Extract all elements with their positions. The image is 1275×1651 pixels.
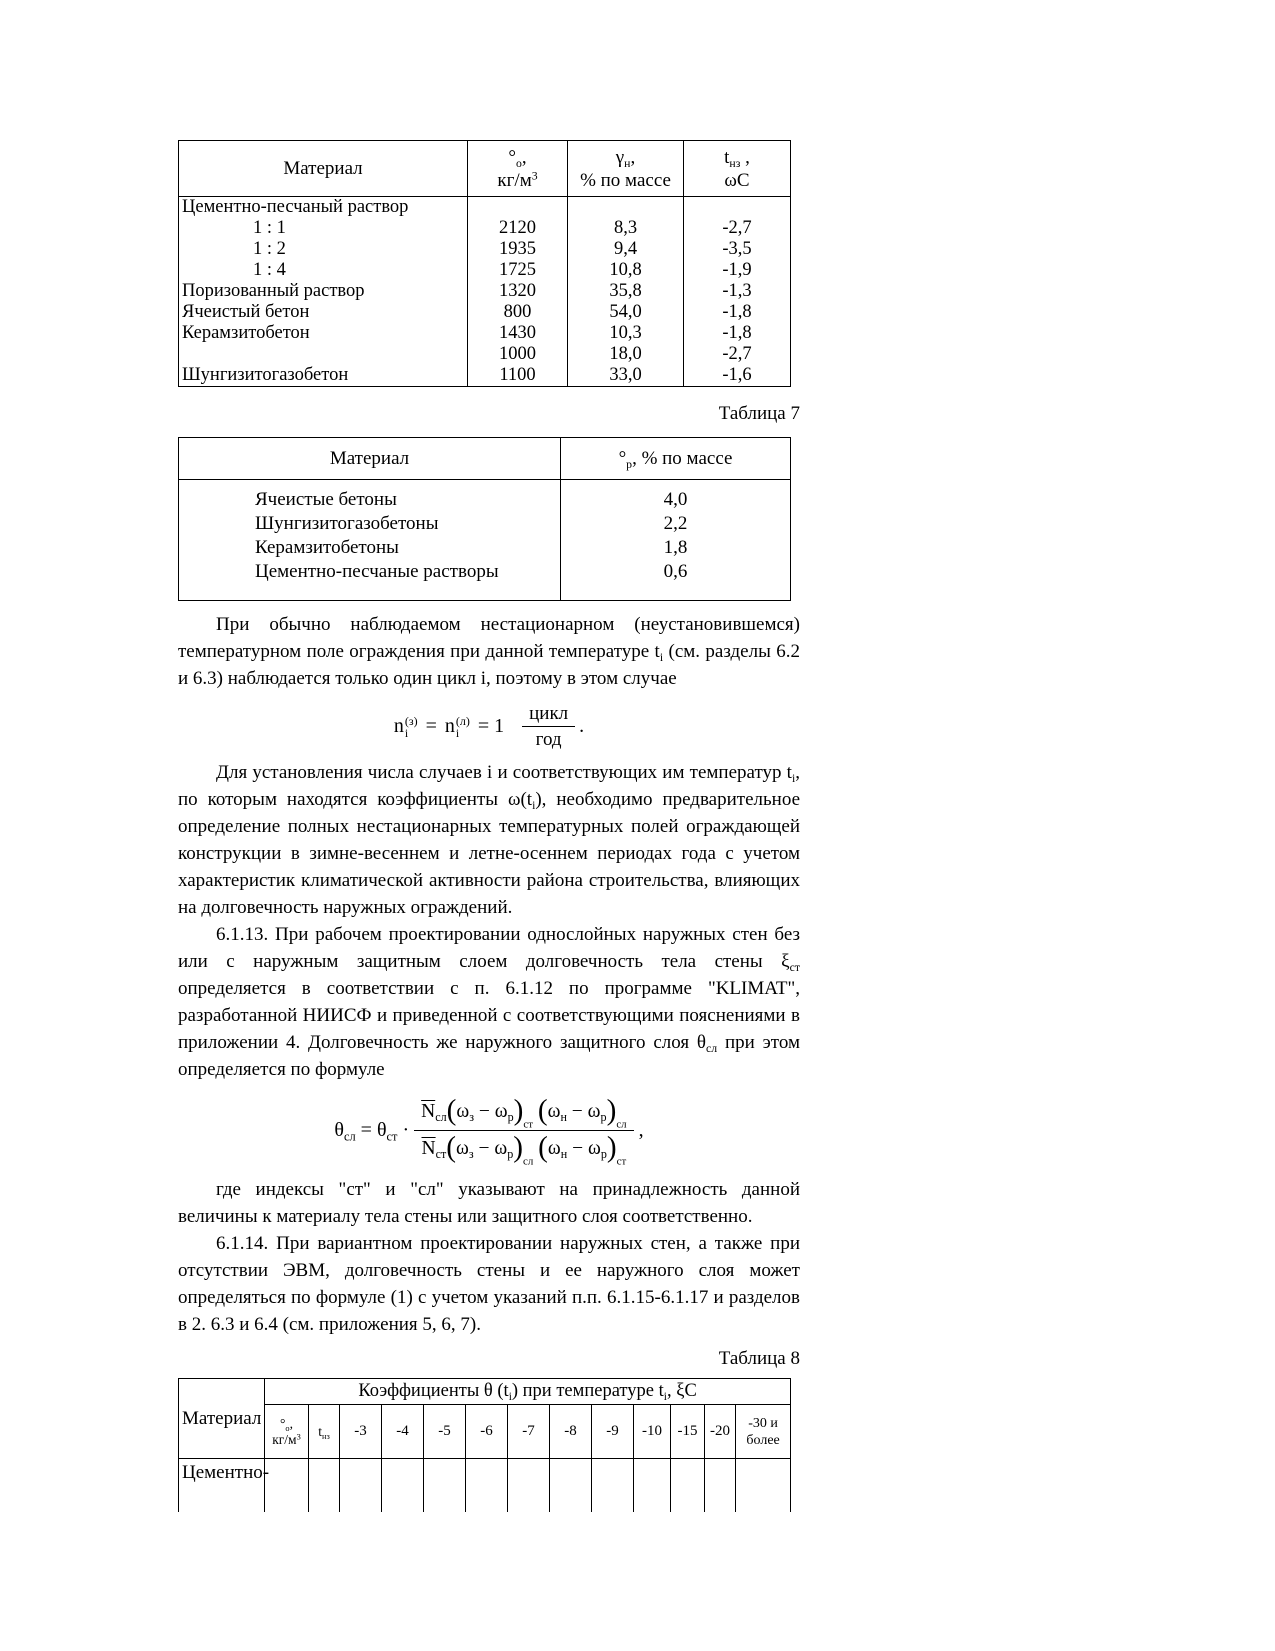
fraction-numerator: $\overline{N}_{сл}(\omega_з - \omega_р)_{ст}$ $(\omega_н - \omega_р)_{сл}$ (414, 1095, 633, 1131)
temperature-cell: -2,7 (684, 344, 791, 365)
table-row (179, 365, 791, 387)
formula-variable-n1: n (393, 715, 404, 737)
moisture-cell: 10,8 (568, 260, 684, 281)
fraction-numerator: цикл (522, 702, 575, 727)
moisture-cell: 18,0 (568, 344, 684, 365)
paragraph-indices-note: где индексы "ст" и "сл" указывают на принадлежность данной величины к материалу тела стены или защитного слоя соответственно. (178, 1179, 800, 1227)
temp-header-cell: -7 (508, 1405, 550, 1459)
table-row (179, 560, 791, 601)
density-cell: 1000 (468, 344, 568, 365)
density-units: $кг/м^3$ (497, 169, 538, 191)
empty-cell (508, 1459, 550, 1513)
table-header-row (179, 438, 791, 480)
moisture-cell: 10,3 (568, 323, 684, 344)
formula-theta-layer (178, 1095, 800, 1166)
moisture-units: % по массе (580, 169, 671, 191)
material-cell (179, 344, 468, 365)
material-cell: Шунгизитогазобетон (179, 365, 468, 387)
temp-header-cell: -20 (705, 1405, 736, 1459)
temp-header-cell: -6 (466, 1405, 508, 1459)
material-cell: Ячеистый бетон (179, 302, 468, 323)
material-cell: Поризованный раствор (179, 281, 468, 302)
temperature-cell (684, 197, 791, 219)
table-row (179, 302, 791, 323)
empty-cell (736, 1459, 791, 1513)
theta-fraction (414, 1095, 633, 1166)
table-row (179, 1459, 791, 1513)
table-row (179, 260, 791, 281)
value-cell: 2,2 (561, 512, 791, 536)
empty-cell (382, 1459, 424, 1513)
coefficients-table-container (178, 1378, 800, 1512)
temp-header-cell: -8 (550, 1405, 592, 1459)
temperature-cell: -1,6 (684, 365, 791, 387)
moisture-symbol: $\gamma_н$, (615, 146, 636, 170)
content-column (178, 0, 800, 1512)
temp-header-cell: -15 (671, 1405, 705, 1459)
material-cell: Цементно-песчаные растворы (179, 560, 561, 601)
formula-variable-n2: n (444, 715, 455, 737)
density-units: $кг/м^3$ (272, 1431, 301, 1447)
moisture-cell: 35,8 (568, 281, 684, 302)
paragraph-cycle-intro: При обычно наблюдаемом нестационарном (неустановившемся) температурном поле ограждения при данной температуре $t_i$ (см. разделы 6.2 и 6.3) наблюдается только один цикл i, поэтому в этом случае (178, 614, 800, 689)
table7-caption: Таблица 7 (718, 403, 800, 424)
empty-cell (550, 1459, 592, 1513)
empty-cell (340, 1459, 382, 1513)
value-cell: 1,8 (561, 536, 791, 560)
table-row (179, 536, 791, 560)
tnz-column-header: $t_{нз}$ (309, 1405, 340, 1459)
temp-minus30-line1: -30 и (748, 1415, 778, 1431)
moisture-cell: 8,3 (568, 218, 684, 239)
density-cell: 1430 (468, 323, 568, 344)
formula-lhs: $\theta_{сл} = \theta_{ст}$ · (334, 1119, 410, 1144)
temperature-cell: -2,7 (684, 218, 791, 239)
density-cell: 800 (468, 302, 568, 323)
material-cell: Шунгизитогазобетоны (179, 512, 561, 536)
value-cell: 4,0 (561, 480, 791, 513)
coefficients-table (178, 1378, 791, 1512)
material-cell: Ячеистые бетоны (179, 480, 561, 513)
moisture-column-header (568, 141, 684, 197)
temperature-cell: -1,9 (684, 260, 791, 281)
temperature-units: ωС (724, 169, 750, 191)
density-cell: 1935 (468, 239, 568, 260)
paragraph-6-1-14: 6.1.14. При вариантном проектировании наружных стен, а также при отсутствии ЭВМ, долговечность стены и ее наружного слоя может определяться по формуле (1) с учетом указаний п.п. 6.1.15-6.1.17 и разделов в 2. 6.3 и 6.4 (см. приложения 5, 6, 7). (178, 1233, 800, 1335)
temp-minus30-line2: более (746, 1432, 780, 1448)
paragraph-case-determination: Для установления числа случаев i и соответствующих им температур $t_i$, по которым находятся коэффициенты $\omega(t_i)$, необходимо предварительное определение полных нестационарных температурных полей ограждающей конструкции в зимне-весеннем и летне-осеннем периодах года с учетом характеристик климатической активности района строительства, влияющих на долговечность наружных ограждений. (178, 762, 801, 918)
table-row (179, 344, 791, 365)
superscript-winter: (з) (404, 713, 418, 728)
density-column-header (265, 1405, 309, 1459)
moisture-cell: 9,4 (568, 239, 684, 260)
sorption-moisture-table (178, 437, 791, 601)
table-row (179, 480, 791, 513)
table-row (179, 323, 791, 344)
temp-minus30-header-cell (736, 1405, 791, 1459)
temperature-cell: -3,5 (684, 239, 791, 260)
material-cell: Керамзитобетоны (179, 536, 561, 560)
material-cell: 1 : 1 (179, 218, 468, 239)
temp-header-cell: -3 (340, 1405, 382, 1459)
table-header-row (179, 141, 791, 197)
moisture-cell: 54,0 (568, 302, 684, 323)
fraction-denominator: $\overline{N}_{ст}(\omega_з - \omega_р)_{сл}$ $(\omega_н - \omega_р)_{ст}$ (421, 1131, 627, 1168)
table8-caption: Таблица 8 (718, 1348, 800, 1369)
temperature-cell: -1,8 (684, 302, 791, 323)
density-column-header (468, 141, 568, 197)
empty-cell (705, 1459, 736, 1513)
cycle-per-year-fraction (522, 702, 575, 751)
table-subheader-row (179, 1405, 791, 1459)
moisture-cell (568, 197, 684, 219)
temperature-symbol: $t_{нз}$ , (724, 146, 750, 170)
table-row (179, 512, 791, 536)
empty-cell (592, 1459, 634, 1513)
table-row (179, 239, 791, 260)
empty-cell (466, 1459, 508, 1513)
table-row (179, 218, 791, 239)
table-header-row (179, 1379, 791, 1405)
temperature-column-header (684, 141, 791, 197)
temp-header-cell: -9 (592, 1405, 634, 1459)
material-cell: 1 : 2 (179, 239, 468, 260)
density-symbol: $^\circ_о$, (280, 1415, 293, 1433)
density-cell: 1725 (468, 260, 568, 281)
value-column-header: $^\circ_р$, % по массе (561, 438, 791, 480)
density-cell: 2120 (468, 218, 568, 239)
formula-period: . (579, 715, 585, 737)
materials-freezing-table (178, 140, 791, 387)
fraction-denominator: год (535, 729, 562, 750)
value-cell: 0,6 (561, 560, 791, 601)
empty-cell (671, 1459, 705, 1513)
empty-cell (309, 1459, 340, 1513)
material-cell: Цементно- (179, 1459, 265, 1513)
formula-supsub-2 (456, 715, 470, 739)
material-cell: Керамзитобетон (179, 323, 468, 344)
temperature-cell: -1,3 (684, 281, 791, 302)
temp-header-cell: -5 (424, 1405, 466, 1459)
equals-one: = 1 (477, 715, 505, 737)
superscript-summer: (л) (455, 713, 470, 728)
subscript-i: i (455, 725, 460, 740)
formula-supsub-1 (405, 715, 418, 739)
formula-comma: , (638, 1119, 644, 1141)
temp-header-cell: -4 (382, 1405, 424, 1459)
material-column-header: Материал (179, 1379, 265, 1459)
temp-header-cell: -10 (634, 1405, 671, 1459)
subscript-i: i (404, 725, 409, 740)
temperature-cell: -1,8 (684, 323, 791, 344)
empty-cell (265, 1459, 309, 1513)
table-row (179, 281, 791, 302)
empty-cell (424, 1459, 466, 1513)
density-cell: 1100 (468, 365, 568, 387)
paragraph-6-1-13: 6.1.13. При рабочем проектировании однослойных наружных стен без или с наружным защитным слоем долговечность тела стены $\xi_{ст}$ определяется в соответствии с п. 6.1.12 по программе "KLIMAT", разработанной НИИСФ и приведенной с соответствующими пояснениями в приложении 4. Долговечность же наружного защитного слоя $\theta_{сл}$ при этом определяется по формуле (178, 924, 800, 1080)
empty-cell (634, 1459, 671, 1513)
density-cell: 1320 (468, 281, 568, 302)
coefficients-header-cell: Коэффициенты θ $(t_i)$ при температуре $t_i$, ξС (265, 1379, 791, 1405)
equals-sign: = (425, 715, 437, 737)
moisture-cell: 33,0 (568, 365, 684, 387)
material-cell: Цементно-песчаный раствор (179, 197, 468, 219)
table-row (179, 197, 791, 219)
material-column-header: Материал (179, 141, 468, 197)
density-cell (468, 197, 568, 219)
material-cell: 1 : 4 (179, 260, 468, 281)
formula-cycles-per-year (178, 702, 800, 751)
density-symbol: $^\circ_о$, (508, 146, 527, 170)
material-column-header: Материал (179, 438, 561, 480)
